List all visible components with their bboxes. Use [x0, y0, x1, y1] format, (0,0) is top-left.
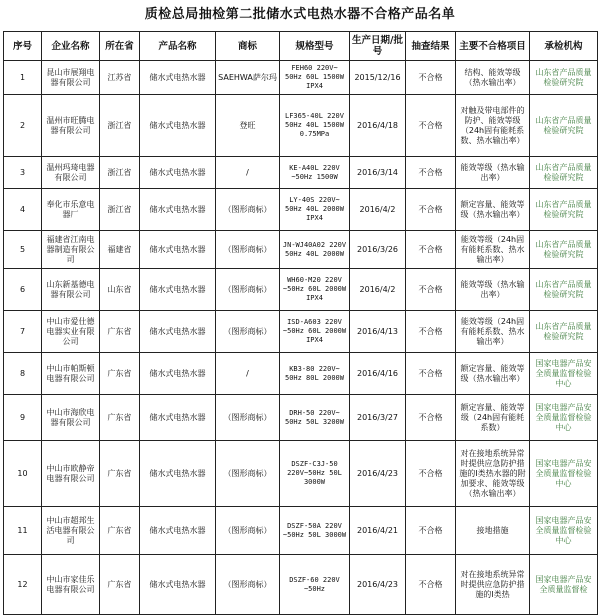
cell-no: 11 — [4, 507, 42, 555]
cell-items: 能效等级（热水输出率） — [456, 157, 530, 189]
cell-no: 7 — [4, 311, 42, 353]
cell-model: DSZF-60 220V ~50Hz — [280, 555, 350, 615]
cell-company: 中山市海欣电器有限公司 — [42, 395, 100, 441]
cell-items: 能效等级（24h固有能耗系数、热水输出率） — [456, 231, 530, 269]
cell-model: JN-WJ40A02 220V 50Hz 40L 2000W — [280, 231, 350, 269]
cell-product: 储水式电热水器 — [140, 441, 216, 507]
cell-product: 储水式电热水器 — [140, 61, 216, 95]
cell-no: 3 — [4, 157, 42, 189]
cell-company: 中山市超邦生活电器有限公司 — [42, 507, 100, 555]
cell-model: LY-40S 220V~ 50Hz 40L 2000W IPX4 — [280, 189, 350, 231]
table-row — [4, 353, 598, 395]
cell-date: 2016/4/23 — [350, 441, 406, 507]
header-date: 生产日期/批号 — [350, 32, 406, 61]
cell-date: 2016/3/27 — [350, 395, 406, 441]
table-row — [4, 157, 598, 189]
cell-product: 储水式电热水器 — [140, 395, 216, 441]
cell-company: 中山市爱仕德电器实业有限公司 — [42, 311, 100, 353]
cell-model: FEH60 220V~ 50Hz 60L 1500W IPX4 — [280, 61, 350, 95]
cell-result: 不合格 — [406, 95, 456, 157]
cell-brand: （图形商标） — [216, 311, 280, 353]
cell-date: 2016/4/18 — [350, 95, 406, 157]
cell-province: 江苏省 — [100, 61, 140, 95]
cell-result: 不合格 — [406, 507, 456, 555]
table-row — [4, 507, 598, 555]
cell-lab: 山东省产品质量检验研究院 — [530, 157, 598, 189]
cell-brand: （图形商标） — [216, 269, 280, 311]
cell-company: 温州玛琦电器有限公司 — [42, 157, 100, 189]
cell-no: 5 — [4, 231, 42, 269]
table-header-row — [4, 32, 598, 61]
cell-product: 储水式电热水器 — [140, 157, 216, 189]
cell-result: 不合格 — [406, 189, 456, 231]
cell-model: KE-A40L 220V ~50Hz 1500W — [280, 157, 350, 189]
cell-items: 对触及带电部件的防护、能效等级（24h固有能耗系数、热水输出率） — [456, 95, 530, 157]
header-model: 规格型号 — [280, 32, 350, 61]
cell-model: WH60-M20 220V ~50Hz 60L 2000W IPX4 — [280, 269, 350, 311]
cell-items: 能效等级（热水输出率） — [456, 269, 530, 311]
cell-result: 不合格 — [406, 61, 456, 95]
table-row — [4, 95, 598, 157]
unqualified-products-table — [3, 31, 598, 615]
cell-items: 能效等级（24h固有能耗系数、热水输出率） — [456, 311, 530, 353]
cell-lab: 山东省产品质量检验研究院 — [530, 231, 598, 269]
page-title: 质检总局抽检第二批储水式电热水器不合格产品名单 — [144, 7, 456, 22]
cell-product: 储水式电热水器 — [140, 311, 216, 353]
table-row — [4, 395, 598, 441]
cell-date: 2016/4/13 — [350, 311, 406, 353]
cell-model: DRH-50 220V~ 50Hz 50L 3200W — [280, 395, 350, 441]
cell-model: DSZF-50A 220V ~50Hz 50L 3000W — [280, 507, 350, 555]
cell-no: 1 — [4, 61, 42, 95]
cell-date: 2016/4/23 — [350, 555, 406, 615]
cell-brand: / — [216, 353, 280, 395]
cell-product: 储水式电热水器 — [140, 269, 216, 311]
cell-province: 浙江省 — [100, 157, 140, 189]
cell-province: 山东省 — [100, 269, 140, 311]
cell-brand: （图形商标） — [216, 189, 280, 231]
cell-lab: 山东省产品质量检验研究院 — [530, 61, 598, 95]
cell-province: 广东省 — [100, 555, 140, 615]
table-row — [4, 555, 598, 615]
cell-company: 昆山市展翔电器有限公司 — [42, 61, 100, 95]
cell-date: 2016/4/21 — [350, 507, 406, 555]
cell-model: LF365-40L 220V 50Hz 40L 1500W 0.75MPa — [280, 95, 350, 157]
cell-brand: （图形商标） — [216, 395, 280, 441]
cell-province: 广东省 — [100, 395, 140, 441]
cell-lab: 山东省产品质量检验研究院 — [530, 269, 598, 311]
cell-date: 2016/3/14 — [350, 157, 406, 189]
cell-lab: 山东省产品质量检验研究院 — [530, 189, 598, 231]
cell-lab: 山东省产品质量检验研究院 — [530, 311, 598, 353]
cell-company: 福建省江南电器制造有限公司 — [42, 231, 100, 269]
cell-company: 山东新基德电器有限公司 — [42, 269, 100, 311]
cell-no: 2 — [4, 95, 42, 157]
cell-company: 温州市旺腾电器有限公司 — [42, 95, 100, 157]
table-row — [4, 311, 598, 353]
cell-product: 储水式电热水器 — [140, 95, 216, 157]
cell-result: 不合格 — [406, 555, 456, 615]
header-product: 产品名称 — [140, 32, 216, 61]
cell-date: 2016/4/16 — [350, 353, 406, 395]
cell-items: 额定容量、能效等级（热水输出率） — [456, 353, 530, 395]
cell-product: 储水式电热水器 — [140, 507, 216, 555]
cell-items: 额定容量、能效等级（24h固有能耗系数） — [456, 395, 530, 441]
cell-province: 浙江省 — [100, 95, 140, 157]
cell-company: 奉化市乐意电器厂 — [42, 189, 100, 231]
header-result: 抽查结果 — [406, 32, 456, 61]
cell-lab: 国家电器产品安全质量监督检验中心 — [530, 353, 598, 395]
cell-product: 储水式电热水器 — [140, 555, 216, 615]
cell-brand: （图形商标） — [216, 555, 280, 615]
header-lab: 承检机构 — [530, 32, 598, 61]
cell-brand: （图形商标） — [216, 441, 280, 507]
table-row — [4, 231, 598, 269]
table-row — [4, 441, 598, 507]
cell-no: 6 — [4, 269, 42, 311]
cell-result: 不合格 — [406, 395, 456, 441]
cell-province: 广东省 — [100, 441, 140, 507]
cell-result: 不合格 — [406, 157, 456, 189]
header-no: 序号 — [4, 32, 42, 61]
cell-model: ISD-A603 220V ~50Hz 60L 2000W IPX4 — [280, 311, 350, 353]
cell-company: 中山市欧静帝电器有限公司 — [42, 441, 100, 507]
cell-items: 对在接地系统异常时提供应急防护措施的Ⅰ类热水器的附加要求、能效等级（热水输出率） — [456, 441, 530, 507]
cell-no: 4 — [4, 189, 42, 231]
cell-date: 2016/4/2 — [350, 269, 406, 311]
cell-no: 12 — [4, 555, 42, 615]
cell-result: 不合格 — [406, 441, 456, 507]
cell-result: 不合格 — [406, 353, 456, 395]
cell-province: 广东省 — [100, 507, 140, 555]
cell-product: 储水式电热水器 — [140, 189, 216, 231]
cell-brand: 登旺 — [216, 95, 280, 157]
header-items: 主要不合格项目 — [456, 32, 530, 61]
cell-no: 10 — [4, 441, 42, 507]
table-row — [4, 61, 598, 95]
header-brand: 商标 — [216, 32, 280, 61]
cell-product: 储水式电热水器 — [140, 353, 216, 395]
cell-lab: 国家电器产品安全质量监督检验中心 — [530, 507, 598, 555]
cell-product: 储水式电热水器 — [140, 231, 216, 269]
cell-items: 接地措施 — [456, 507, 530, 555]
cell-brand: SAEHWA萨尔玛 — [216, 61, 280, 95]
cell-province: 浙江省 — [100, 189, 140, 231]
cell-lab: 国家电器产品安全质量监督检 — [530, 555, 598, 615]
cell-province: 广东省 — [100, 353, 140, 395]
cell-province: 广东省 — [100, 311, 140, 353]
cell-model: KB3-80 220V~ 50Hz 80L 2000W — [280, 353, 350, 395]
cell-company: 中山市帕斯顿电器有限公司 — [42, 353, 100, 395]
cell-items: 对在接地系统异常时提供应急防护措施的Ⅰ类热 — [456, 555, 530, 615]
cell-no: 9 — [4, 395, 42, 441]
cell-date: 2015/12/16 — [350, 61, 406, 95]
table-row — [4, 269, 598, 311]
header-company: 企业名称 — [42, 32, 100, 61]
cell-result: 不合格 — [406, 311, 456, 353]
cell-lab: 国家电器产品安全质量监督检验中心 — [530, 441, 598, 507]
cell-brand: / — [216, 157, 280, 189]
cell-company: 中山市家佳乐电器有限公司 — [42, 555, 100, 615]
cell-lab: 国家电器产品安全质量监督检验中心 — [530, 395, 598, 441]
cell-brand: （图形商标） — [216, 507, 280, 555]
cell-result: 不合格 — [406, 269, 456, 311]
cell-no: 8 — [4, 353, 42, 395]
cell-date: 2016/4/2 — [350, 189, 406, 231]
cell-lab: 山东省产品质量检验研究院 — [530, 95, 598, 157]
cell-model: DSZF-C3J-50 220V~50Hz 50L 3000W — [280, 441, 350, 507]
cell-result: 不合格 — [406, 231, 456, 269]
table-row — [4, 189, 598, 231]
cell-brand: （图形商标） — [216, 231, 280, 269]
cell-items: 结构、能效等级（热水输出率） — [456, 61, 530, 95]
cell-date: 2016/3/26 — [350, 231, 406, 269]
header-province: 所在省 — [100, 32, 140, 61]
cell-province: 福建省 — [100, 231, 140, 269]
cell-items: 额定容量、能效等级（热水输出率） — [456, 189, 530, 231]
